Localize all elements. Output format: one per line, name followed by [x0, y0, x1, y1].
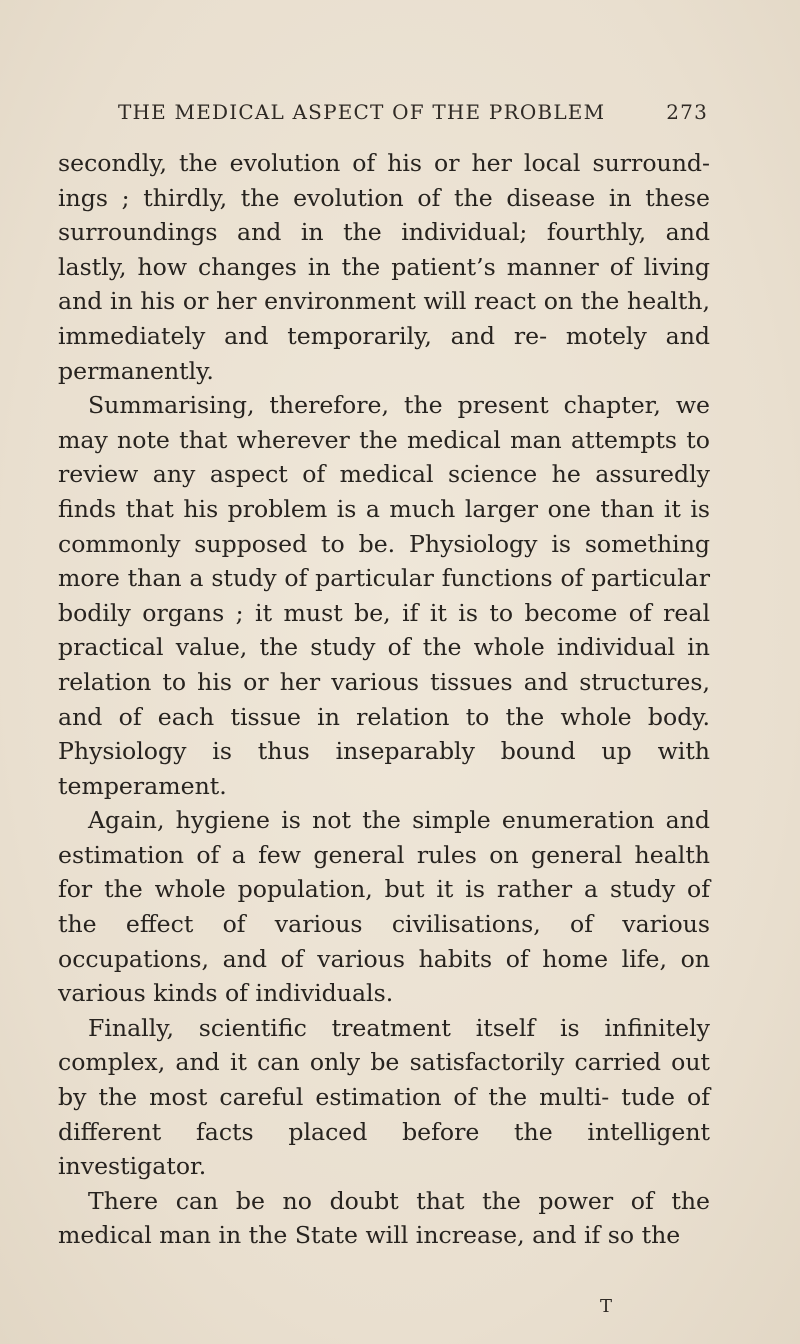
running-head-title: THE MEDICAL ASPECT OF THE PROBLEM — [118, 100, 606, 124]
page-number: 273 — [666, 100, 708, 124]
paragraph-continuation: secondly, the evolution of his or her local surround- ings ; thirdly, the evolution of the disease in these surroundings and in the individual; fourthly, and lastly, how changes in the patient’s manner of living and in his or her environment will react on the health, immediately and temporarily, and re- motely and permanently. — [58, 149, 710, 385]
paragraph-hygiene: Again, hygiene is not the simple enumeration and estimation of a few general rules on general health for the whole population, but it is rather a study of the effect of various civilisations, of various occupations, and of various habits of home life, on various kinds of individuals. — [58, 806, 710, 1008]
body-text — [58, 146, 710, 1253]
running-head — [118, 100, 708, 134]
paragraph-state: There can be no doubt that the power of the medical man in the State will increase, and if so the — [58, 1186, 710, 1250]
signature-mark: T — [600, 1296, 613, 1317]
paragraph-summarising: Summarising, therefore, the present chapter, we may note that wherever the medical man attempts to review any aspect of medical science he assuredly finds that his problem is a much larger one than it is commonly supposed to be. Physiology is something more than a study of particular functions of particular bodily organs ; it must be, if it is to become of real practical value, the study of the whole individual in relation to his or her various tissues and structures, and of each tissue in relation to the whole body. Physiology is thus inseparably bound up with temperament. — [58, 391, 710, 800]
paragraph-treatment: Finally, scientific treatment itself is infinitely complex, and it can only be satisfactorily carried out by the most careful estimation of the multi- tude of different facts placed before the intelligent investigator. — [58, 1013, 710, 1181]
